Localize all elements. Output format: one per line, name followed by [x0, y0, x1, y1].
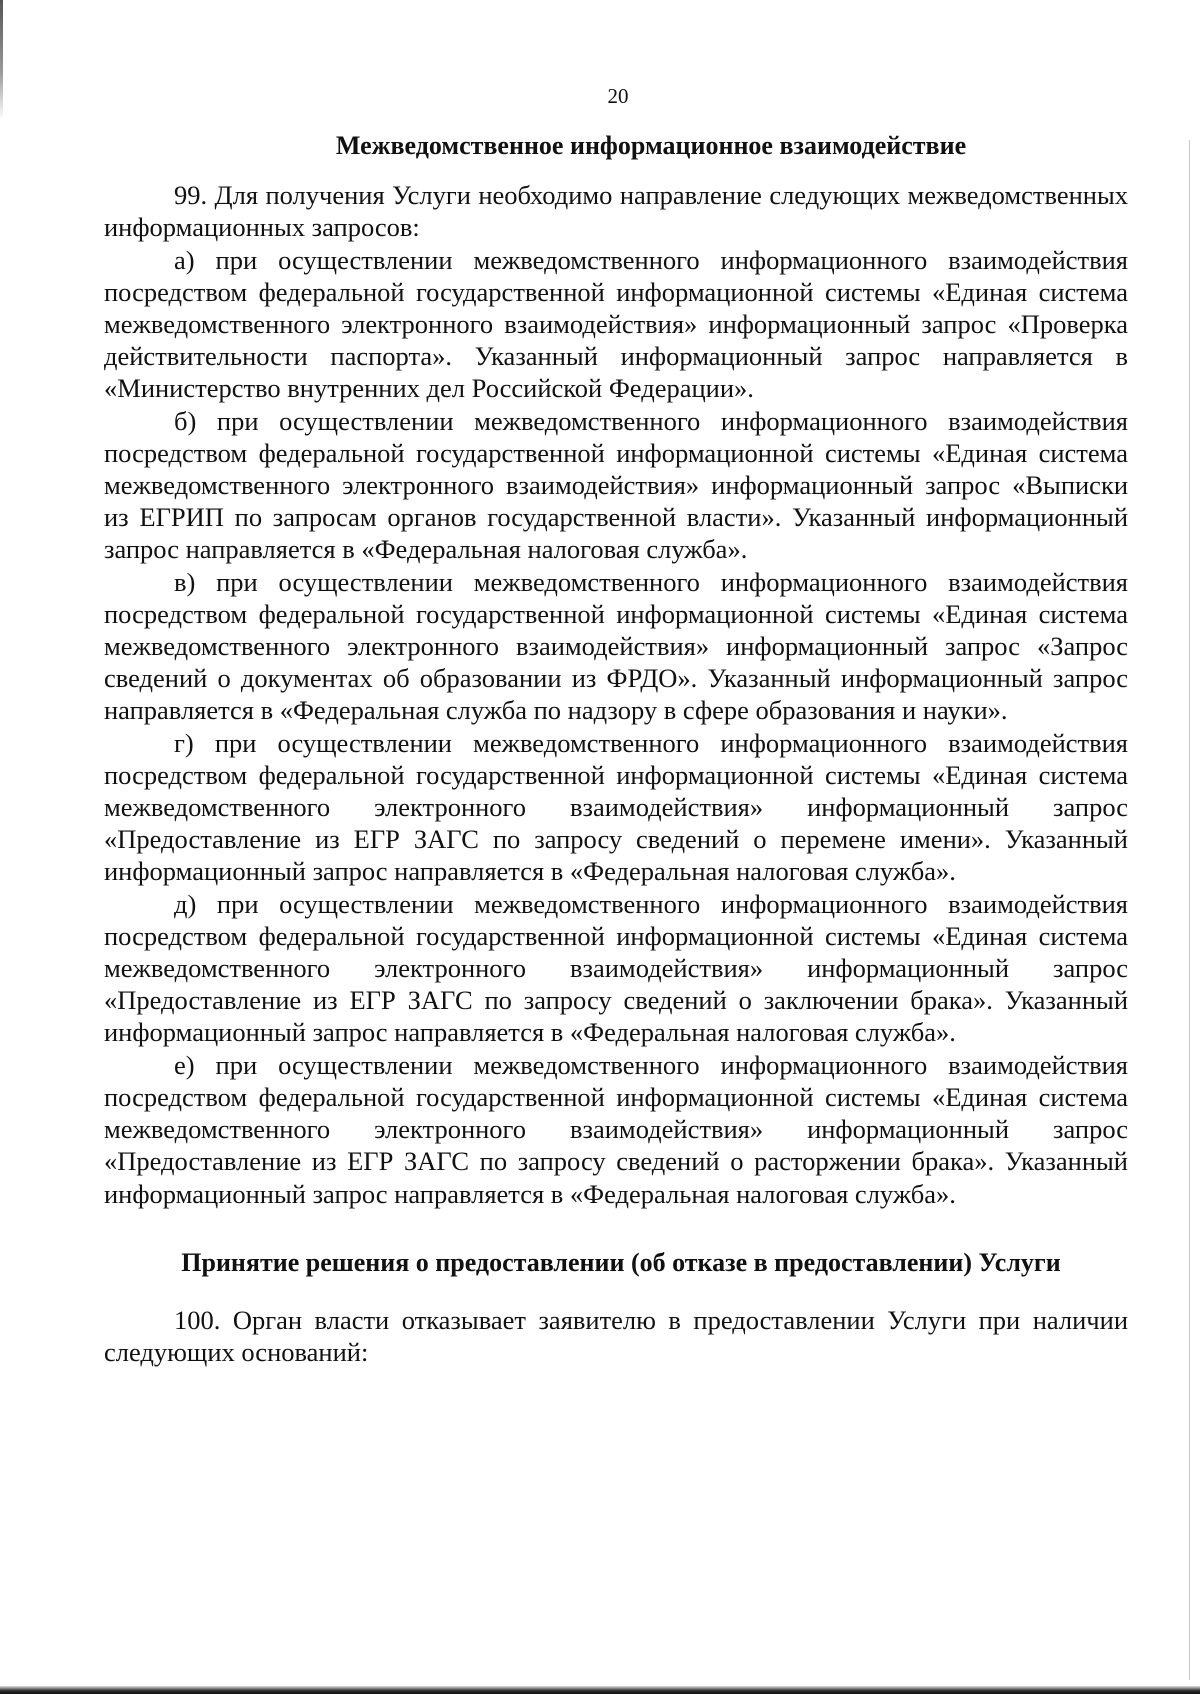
paragraph-99-v: в) при осуществлении межведомственного информационного взаимодействия посредством федеральной государственной информационной системы «Единая система межведомственного электронного взаимодействия» информационный запрос «Запрос сведений о документах об образовании из ФРДО». Указанный информационный запрос направляется в «Федеральная служба по надзору в сфере образования и науки». [104, 566, 1128, 726]
paragraph-99-g: г) при осуществлении межведомственного информационного взаимодействия посредством федеральной государственной информационной системы «Единая система межведомственного электронного взаимодействия» информационный запрос «Предоставление из ЕГР ЗАГС по запросу сведений о перемене имени». Указанный информационный запрос направляется в «Федеральная налоговая служба». [104, 727, 1128, 887]
paragraph-99: 99. Для получения Услуги необходимо направление следующих межведомственных информационных запросов: [104, 180, 1128, 243]
paragraph-99-d: д) при осуществлении межведомственного информационного взаимодействия посредством федеральной государственной информационной системы «Единая система межведомственного электронного взаимодействия» информационный запрос «Предоставление из ЕГР ЗАГС по запросу сведений о заключении брака». Указанный информационный запрос направляется в «Федеральная налоговая служба». [104, 888, 1128, 1048]
paragraph-100: 100. Орган власти отказывает заявителю в предоставлении Услуги при наличии следующих оснований: [104, 1304, 1128, 1368]
paragraph-99-e: е) при осуществлении межведомственного информационного взаимодействия посредством федеральной государственной информационной системы «Единая система межведомственного электронного взаимодействия» информационный запрос «Предоставление из ЕГР ЗАГС по запросу сведений о расторжении брака». Указанный информационный запрос направляется в «Федеральная налоговая служба». [104, 1049, 1128, 1209]
document-body [104, 130, 1128, 1368]
scan-edge-right [1189, 140, 1190, 1680]
page-number: 20 [607, 84, 629, 108]
section-heading-decision: Принятие решения о предоставлении (об отказе в предоставлении) Услуги [181, 1247, 1061, 1277]
scan-edge-bottom [0, 1686, 1200, 1694]
section-heading-interagency: Межведомственное информационное взаимодействие [335, 131, 967, 160]
paragraph-99-a: а) при осуществлении межведомственного информационного взаимодействия посредством федеральной государственной информационной системы «Единая система межведомственного электронного взаимодействия» информационный запрос «Проверка действительности паспорта». Указанный информационный запрос направляется в «Министерство внутренних дел Российской Федерации». [104, 244, 1128, 404]
paragraph-99-b: б) при осуществлении межведомственного информационного взаимодействия посредством федеральной государственной информационной системы «Единая система межведомственного электронного взаимодействия» информационный запрос «Выписки из ЕГРИП по запросам органов государственной власти». Указанный информационный запрос направляется в «Федеральная налоговая служба». [104, 405, 1128, 565]
